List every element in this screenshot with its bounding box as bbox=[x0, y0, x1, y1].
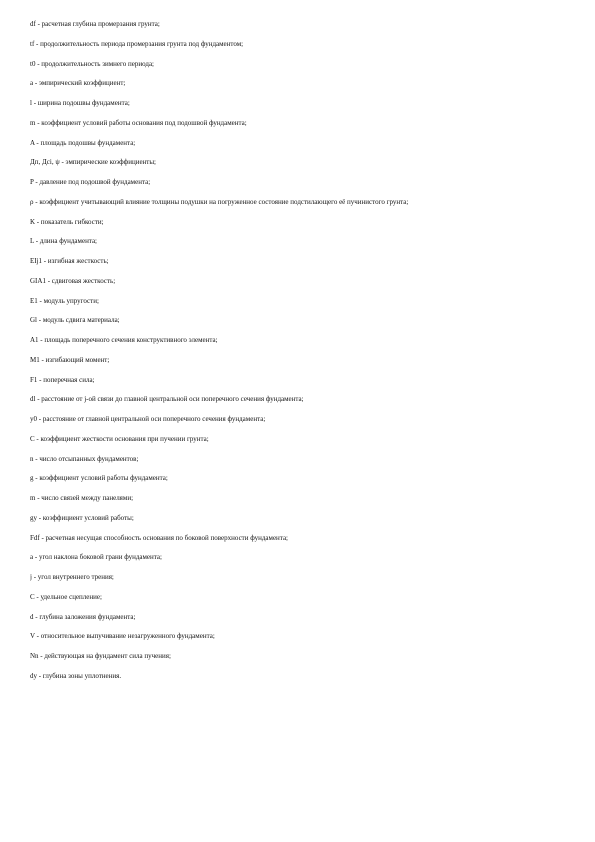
definition-line: gy - коэффициент условий работы; bbox=[30, 513, 134, 522]
definition-line: m - коэффициент условий работы основания под подошвой фундамента; bbox=[30, 118, 247, 127]
definition-line: ρ - коэффициент учитывающий влияние толщины подушки на погруженное состояние подстилающего её пучинистого грунта; bbox=[30, 197, 409, 206]
definition-line: tf - продолжительность периода промерзания грунта под фундаментом; bbox=[30, 39, 244, 48]
definition-line: dy - глубина зоны уплотнения. bbox=[30, 671, 122, 680]
definition-line: n - число отсыпанных фундаментов; bbox=[30, 454, 139, 463]
definition-line: Дп, Дсі, ψ - эмпирические коэффициенты; bbox=[30, 158, 157, 167]
definition-line: d - глубина заложения фундамента; bbox=[30, 612, 136, 621]
definition-line: Nn - действующая на фундамент сила пучения; bbox=[30, 652, 171, 660]
definition-line: g - коэффициент условий работы фундамента; bbox=[30, 474, 168, 483]
definition-line: a - угол наклона боковой грани фундамента; bbox=[30, 553, 162, 562]
definition-line: C - коэффициент жесткости основания при пучении грунта; bbox=[30, 434, 209, 443]
definition-list bbox=[30, 15, 570, 687]
definition-line: a - эмпирический коэффициент; bbox=[30, 79, 126, 88]
definition-line: t0 - продолжительность зимнего периода; bbox=[30, 59, 154, 68]
definition-line: K - показатель гибкости; bbox=[30, 217, 104, 226]
definition-line: A1 - площадь поперечного сечения конструктивного элемента; bbox=[30, 336, 218, 344]
definition-line: m - число связей между панелями; bbox=[30, 494, 134, 502]
definition-line: EIj1 - изгибная жесткость; bbox=[30, 257, 109, 265]
definition-line: E1 - модуль упругости; bbox=[30, 296, 99, 305]
definition-line: Fdf - расчетная несущая способность основания по боковой поверхности фундамента; bbox=[30, 533, 288, 542]
definition-line: l - ширина подошвы фундамента; bbox=[30, 99, 130, 107]
definition-line: y0 - расстояние от главной центральной оси поперечного сечения фундамента; bbox=[30, 415, 266, 423]
definition-line: GIA1 - сдвиговая жесткость; bbox=[30, 276, 116, 285]
definition-line: dl - расстояние от j-ой связи до главной центральной оси поперечного сечения фундамента; bbox=[30, 395, 304, 404]
definition-line: Gl - модуль сдвига материала; bbox=[30, 316, 120, 325]
definition-line: V - относительное выпучивание незагруженного фундамента; bbox=[30, 632, 215, 641]
definition-line: C - удельное сцепление; bbox=[30, 592, 102, 601]
definition-line: M1 - изгибающий момент; bbox=[30, 355, 110, 364]
definition-line: L - длина фундамента; bbox=[30, 237, 98, 246]
definition-line: A - площадь подошвы фундамента; bbox=[30, 138, 136, 147]
definition-line: df - расчетная глубина промерзания грунта; bbox=[30, 20, 160, 28]
definition-line: j - угол внутреннего трения; bbox=[30, 573, 114, 581]
definition-line: F1 - поперечная сила; bbox=[30, 375, 95, 384]
definition-line: P - давление под подошвой фундамента; bbox=[30, 178, 151, 186]
